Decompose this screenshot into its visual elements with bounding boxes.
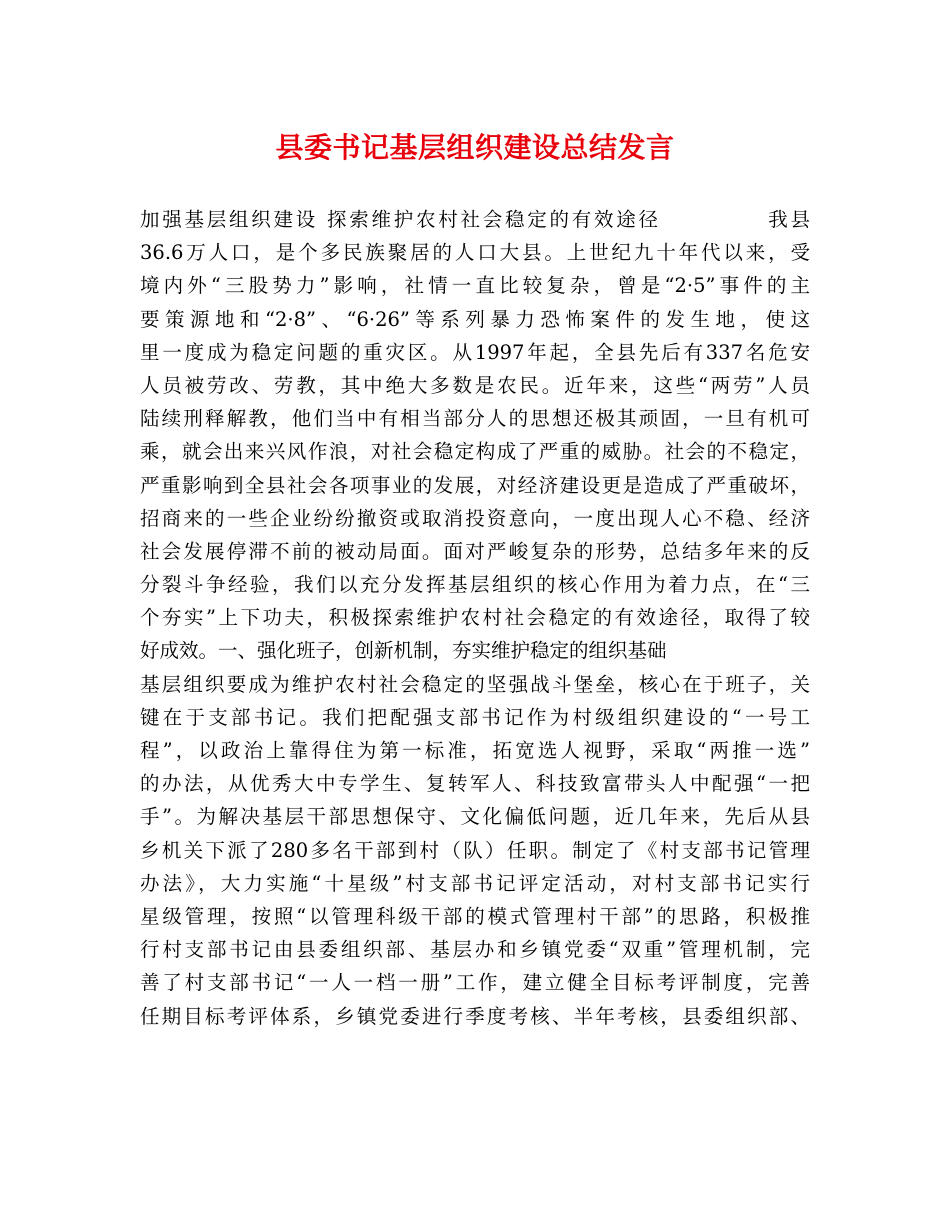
body-line: 社会发展停滞不前的被动局面。面对严峻复杂的形势，总结多年来的反 [140,539,810,563]
document-body [140,203,810,1033]
body-line: 行村支部书记由县委组织部、基层办和乡镇党委“双重”管理机制，完 [140,938,810,962]
body-line: 要策源地和“2·8”、“6·26”等系列暴力恐怖案件的发生地，使这 [140,307,810,331]
body-line: 严重影响到全县社会各项事业的发展，对经济建设更是造成了严重破坏， [140,473,810,497]
body-line: 手”。为解决基层干部思想保守、文化偏低问题，近几年来，先后从县 [140,805,810,829]
body-line: 个夯实”上下功夫，积极探索维护农村社会稳定的有效途径，取得了较 [140,606,810,630]
body-line: 里一度成为稳定问题的重灾区。从1997年起，全县先后有337名危安 [140,340,810,364]
body-line: 乘，就会出来兴风作浪，对社会稳定构成了严重的威胁。社会的不稳定， [140,440,810,464]
body-line: 星级管理，按照“以管理科级干部的模式管理村干部”的思路，积极推 [140,904,810,928]
body-line: 加强基层组织建设 探索维护农村社会稳定的有效途径 我县 [140,208,810,231]
body-line: 的办法，从优秀大中专学生、复转军人、科技致富带头人中配强“一把 [140,772,810,796]
body-line: 人员被劳改、劳教，其中绝大多数是农民。近年来，这些“两劳”人员 [140,373,810,397]
body-line: 办法》，大力实施“十星级”村支部书记评定活动，对村支部书记实行 [140,871,810,895]
body-line: 乡机关下派了280多名干部到村（队）任职。制定了《村支部书记管理 [140,838,810,862]
body-line: 任期目标考评体系，乡镇党委进行季度考核、半年考核，县委组织部、 [140,1004,810,1028]
body-line: 程”，以政治上靠得住为第一标准，拓宽选人视野，采取“两推一选” [140,739,810,762]
document-title: 县委书记基层组织建设总结发言 [275,131,675,164]
body-line: 境内外“三股势力”影响，社情一直比较复杂，曾是“2·5”事件的主 [140,274,810,298]
body-line: 36.6万人口，是个多民族聚居的人口大县。上世纪九十年代以来，受 [140,241,810,265]
body-line: 善了村支部书记“一人一档一册”工作，建立健全目标考评制度，完善 [140,971,810,995]
body-line: 分裂斗争经验，我们以充分发挥基层组织的核心作用为着力点，在“三 [140,573,810,597]
body-line: 好成效。一、强化班子，创新机制，夯实维护稳定的组织基础 [140,639,667,663]
body-line: 招商来的一些企业纷纷撤资或取消投资意向，一度出现人心不稳、经济 [140,506,810,530]
body-line: 陆续刑释解教，他们当中有相当部分人的思想还极其顽固，一旦有机可 [140,407,810,431]
body-line: 基层组织要成为维护农村社会稳定的坚强战斗堡垒，核心在于班子，关 [140,672,810,696]
body-line: 键在于支部书记。我们把配强支部书记作为村级组织建设的“一号工 [140,705,810,729]
